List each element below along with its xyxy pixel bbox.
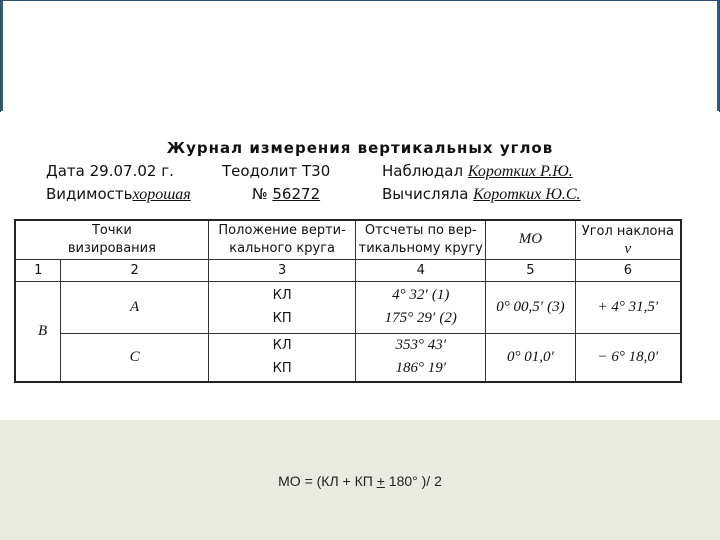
formula-plus-minus: + <box>376 473 385 489</box>
number-value: 56272 <box>272 185 321 203</box>
angle-cell: + 4° 31,5′ <box>575 281 681 333</box>
angles-journal-table <box>14 219 682 383</box>
angle-cell: − 6° 18,0′ <box>575 333 681 382</box>
frame-edge-left <box>1 1 3 111</box>
col-num-4: 4 <box>356 259 486 281</box>
col-num-6: 6 <box>575 259 681 281</box>
observer-label: Наблюдал <box>382 162 464 180</box>
header-readings: Отсчеты по вер- тикальному кругу <box>356 220 486 259</box>
date-line <box>46 162 174 180</box>
col-num-2: 2 <box>61 259 208 281</box>
formula-part-1: МО = (КЛ + КП <box>278 473 377 489</box>
target-cell: С <box>61 333 208 382</box>
journal-title: Журнал измерения вертикальных углов <box>166 139 554 157</box>
observer-line <box>382 162 573 181</box>
table-header-row <box>15 220 681 259</box>
column-number-row <box>15 259 681 281</box>
readings-cell: 353° 43′ 186° 19′ <box>356 333 486 382</box>
visibility-value: хорошая <box>132 186 191 203</box>
number-line <box>252 185 320 203</box>
mo-formula <box>0 473 720 489</box>
observer-value: Коротких Р.Ю. <box>467 163 573 180</box>
instrument-value: Т30 <box>301 162 331 180</box>
header-circle-position: Положение верти- кального круга <box>208 220 356 259</box>
station-cell: В <box>15 281 61 382</box>
visibility-label: Видимость <box>46 185 133 203</box>
computer-value: Коротких Ю.С. <box>473 186 581 203</box>
mo-cell: 0° 01,0′ <box>486 333 576 382</box>
frame-edge-right <box>717 1 719 111</box>
circle-position-cell: КЛ КП <box>208 333 356 382</box>
header-mo: МО <box>486 220 576 259</box>
date-label: Дата <box>46 162 85 180</box>
header-angle: Угол наклона ν <box>575 220 681 259</box>
formula-part-2: 180° )/ 2 <box>384 473 442 489</box>
readings-cell: 4° 32′ (1) 175° 29′ (2) <box>356 281 486 333</box>
target-cell: А <box>61 281 208 333</box>
instrument-line <box>222 162 330 180</box>
slide-top-band <box>1 1 719 111</box>
visibility-line <box>46 185 191 204</box>
col-num-5: 5 <box>486 259 576 281</box>
computer-label: Вычисляла <box>382 185 469 203</box>
number-label: № <box>252 185 268 203</box>
mo-cell: 0° 00,5′ (3) <box>486 281 576 333</box>
date-value: 29.07.02 г. <box>89 162 174 180</box>
table-row <box>15 281 681 333</box>
col-num-3: 3 <box>208 259 356 281</box>
circle-position-cell: КЛ КП <box>208 281 356 333</box>
computer-line <box>382 185 581 204</box>
col-num-1: 1 <box>15 259 61 281</box>
table-row <box>15 333 681 382</box>
header-points: Точки визирования <box>15 220 208 259</box>
instrument-label: Теодолит <box>222 162 298 180</box>
